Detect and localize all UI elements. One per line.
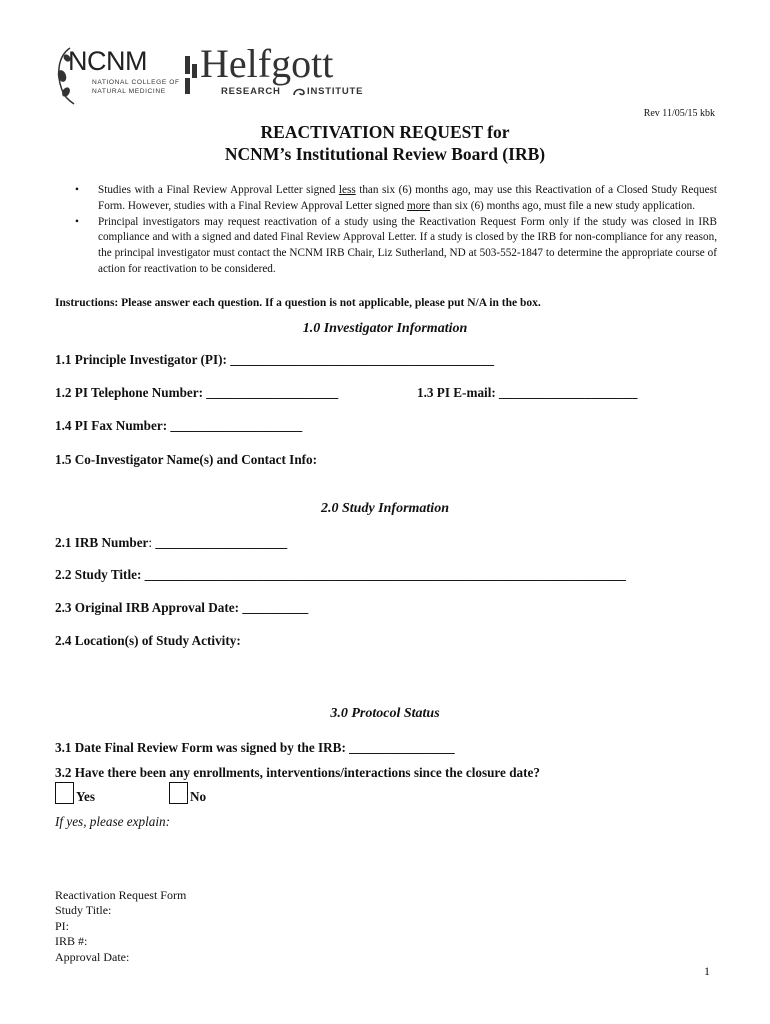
footer-block <box>55 888 186 965</box>
irb-number-colon: : <box>148 535 156 550</box>
bullet-icon: • <box>75 184 79 196</box>
section-heading-protocol: 3.0 Protocol Status <box>330 706 440 721</box>
page-number: 1 <box>704 964 710 978</box>
underlined-word-more: more <box>407 199 431 212</box>
study-title-field[interactable]: 2.2 Study Title: _________________________________________________________________________ <box>55 567 626 582</box>
footer-approval-date: Approval Date: <box>55 949 130 964</box>
explain-prompt[interactable]: If yes, please explain: <box>55 814 170 829</box>
co-investigator-field[interactable]: 1.5 Co-Investigator Name(s) and Contact Info: <box>55 452 318 467</box>
footer-study-title: Study Title: <box>55 903 112 918</box>
ncnm-logo-text: NCNM <box>68 46 147 76</box>
bullet-text: Principal investigators may request reactivation of a study using the Reactivation Request Form only if the study was closed in IRB compliance and with a signed and dated Final Review Approval Letter. If a study is closed by the IRB for non-compliance for any reason, the principal investigator must contact the NCNM IRB Chair, Liz Sutherland, ND at 503-552-1847 to determine the appropriate course of action for reactivation to be considered. <box>98 215 717 275</box>
logo-swirl-icon <box>292 85 306 97</box>
yes-checkbox[interactable] <box>55 782 74 804</box>
bullet-text: than six (6) months ago, must file a new study application. <box>430 199 696 212</box>
study-location-field[interactable]: 2.4 Location(s) of Study Activity: <box>55 633 241 648</box>
irb-number-field[interactable] <box>55 535 287 551</box>
section-heading-investigator: 1.0 Investigator Information <box>302 321 468 336</box>
bullet-text: Studies with a Final Review Approval Letter signed <box>98 184 339 196</box>
section-heading-study: 2.0 Study Information <box>321 501 449 516</box>
institute-logo-text: INSTITUTE <box>307 86 364 97</box>
footer-form-name: Reactivation Request Form <box>55 888 187 902</box>
helfgott-logo-text: Helfgott <box>200 41 334 86</box>
pi-telephone-field[interactable]: 1.2 PI Telephone Number: ____________________ <box>55 385 339 400</box>
header-logo <box>52 41 382 110</box>
enrollments-question: 3.2 Have there been any enrollments, interventions/interactions since the closure date? <box>55 765 540 780</box>
bullet-list <box>55 183 717 278</box>
footer-irb-number: IRB #: <box>55 934 88 949</box>
pi-email-field[interactable]: 1.3 PI E-mail: _____________________ <box>417 385 638 400</box>
irb-number-line[interactable]: ____________________ <box>155 535 288 550</box>
irb-number-label: 2.1 IRB Number <box>55 535 149 550</box>
bullet-icon: • <box>75 215 79 228</box>
ncnm-logo-subtitle-1: NATIONAL COLLEGE OF <box>92 79 180 86</box>
bullet-text: than six (6) months ago, may use this Reactivation of a Closed Study Request Form. However, studies with a Final Review Approval Letter signed <box>98 184 717 212</box>
page-title: REACTIVATION REQUEST for <box>260 122 510 142</box>
no-label: No <box>190 789 207 804</box>
instructions-text: Instructions: Please answer each question. If a question is not applicable, please put N/A in the box. <box>55 297 541 309</box>
footer-pi: PI: <box>55 918 70 933</box>
underlined-word-less: less <box>338 184 356 196</box>
list-item <box>55 183 717 215</box>
list-item <box>55 215 717 278</box>
original-approval-date-field[interactable]: 2.3 Original IRB Approval Date: __________ <box>55 600 309 615</box>
no-checkbox[interactable] <box>169 782 188 804</box>
research-logo-text: RESEARCH <box>221 86 281 97</box>
ncnm-logo-subtitle-2: NATURAL MEDICINE <box>92 88 166 95</box>
pi-fax-field[interactable]: 1.4 PI Fax Number: ____________________ <box>55 418 303 433</box>
helfgott-mark-icon <box>184 54 198 98</box>
page-subtitle: NCNM’s Institutional Review Board (IRB) <box>224 144 546 164</box>
yes-label: Yes <box>76 789 96 804</box>
final-review-date-field[interactable]: 3.1 Date Final Review Form was signed by the IRB: ________________ <box>55 740 455 755</box>
principal-investigator-field[interactable]: 1.1 Principle Investigator (PI): ________________________________________ <box>55 352 494 367</box>
revision-note: Rev 11/05/15 kbk <box>643 108 715 119</box>
